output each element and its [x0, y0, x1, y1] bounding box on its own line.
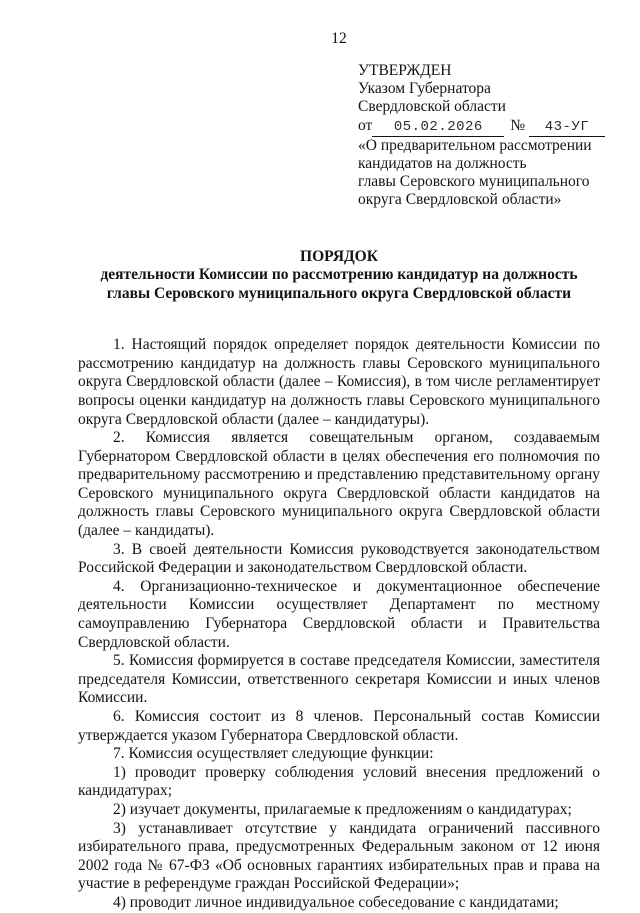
document-title-kind: ПОРЯДОК	[300, 247, 378, 265]
approval-block	[358, 62, 600, 210]
paragraph-7: 7. Комиссия осуществляет следующие функции:	[113, 745, 434, 763]
decree-title-line-1: «О предварительном рассмотрении	[358, 136, 592, 154]
date-value: 05.02.2026	[393, 118, 483, 135]
number-fill-in	[529, 117, 605, 137]
paragraph-6: 6. Комиссия состоит из 8 членов. Персональный состав Комиссии утверждается указом Губернатора Свердловской области.	[78, 708, 600, 744]
approval-by-line-2: Свердловской области	[358, 98, 506, 116]
paragraph-1: 1. Настоящий порядок определяет порядок деятельности Комиссии по рассмотрению кандидатур на должность главы Серовского муниципального округа Свердловской области (далее – Комиссия), в том числе регламентирует вопросы оценки кандидатур на должность главы Серовского муниципального округа Свердловской области (далее – кандидатуры).	[78, 336, 600, 428]
list-item-2: 2) изучает документы, прилагаемые к предложениям о кандидатурах;	[113, 800, 572, 818]
approval-by-line-1: Указом Губернатора	[358, 80, 491, 98]
paragraph-2: 2. Комиссия является совещательным органом, создаваемым Губернатором Свердловской области в целях обеспечения его полномочия по предварительному рассмотрению и представлению представительному органу Серовского муниципального округа Свердловской области кандидатов на должность главы Серовского муниципального округа Свердловской области (далее – кандидаты).	[78, 429, 600, 540]
list-item-3: 3) устанавливает отсутствие у кандидата ограничений пассивного избирательного права, предусмотренных Федеральным законом от 12 июня 2002 года № 67-ФЗ «Об основных гарантиях избирательных прав и права на участие в референдуме граждан Российской Федерации»;	[78, 819, 600, 893]
decree-title-line-4: округа Свердловской области»	[358, 191, 562, 209]
date-prefix-label: от	[358, 116, 373, 134]
paragraph-3: 3. В своей деятельности Комиссия руководствуется законодательством Российской Федерации и законодательством Свердловской области.	[78, 540, 600, 577]
paragraph-5: 5. Комиссия формируется в составе председателя Комиссии, заместителя председателя Комиссии, ответственного секретаря Комиссии и иных членов Комиссии.	[78, 652, 600, 707]
list-item-1: 1) проводит проверку соблюдения условий внесения предложений о кандидатурах;	[78, 763, 600, 800]
document-title-line-2: деятельности Комиссии по рассмотрению кандидатур на должность	[100, 266, 578, 284]
number-sign-label: №	[510, 116, 526, 134]
date-fill-in	[372, 117, 504, 137]
paragraph-4: 4. Организационно-техническое и документационное обеспечение деятельности Комиссии осуществляет Департамент по местному самоуправлению Губернатора Свердловской области и Правительства Свердловской области.	[78, 577, 600, 651]
approval-status-label: УТВЕРЖДЕН	[358, 62, 452, 79]
number-value: 43-УГ	[544, 118, 590, 135]
document-body	[78, 336, 600, 912]
decree-title-line-3: главы Серовского муниципального	[358, 173, 590, 191]
page-number: 12	[331, 30, 347, 47]
decree-title-line-2: кандидатов на должность	[358, 155, 527, 173]
document-title-line-3: главы Серовского муниципального округа Свердловской области	[106, 284, 572, 302]
list-item-4: 4) проводит личное индивидуальное собеседование с кандидатами;	[113, 893, 559, 911]
approval-date-number-line	[358, 117, 600, 137]
document-title	[78, 248, 600, 304]
